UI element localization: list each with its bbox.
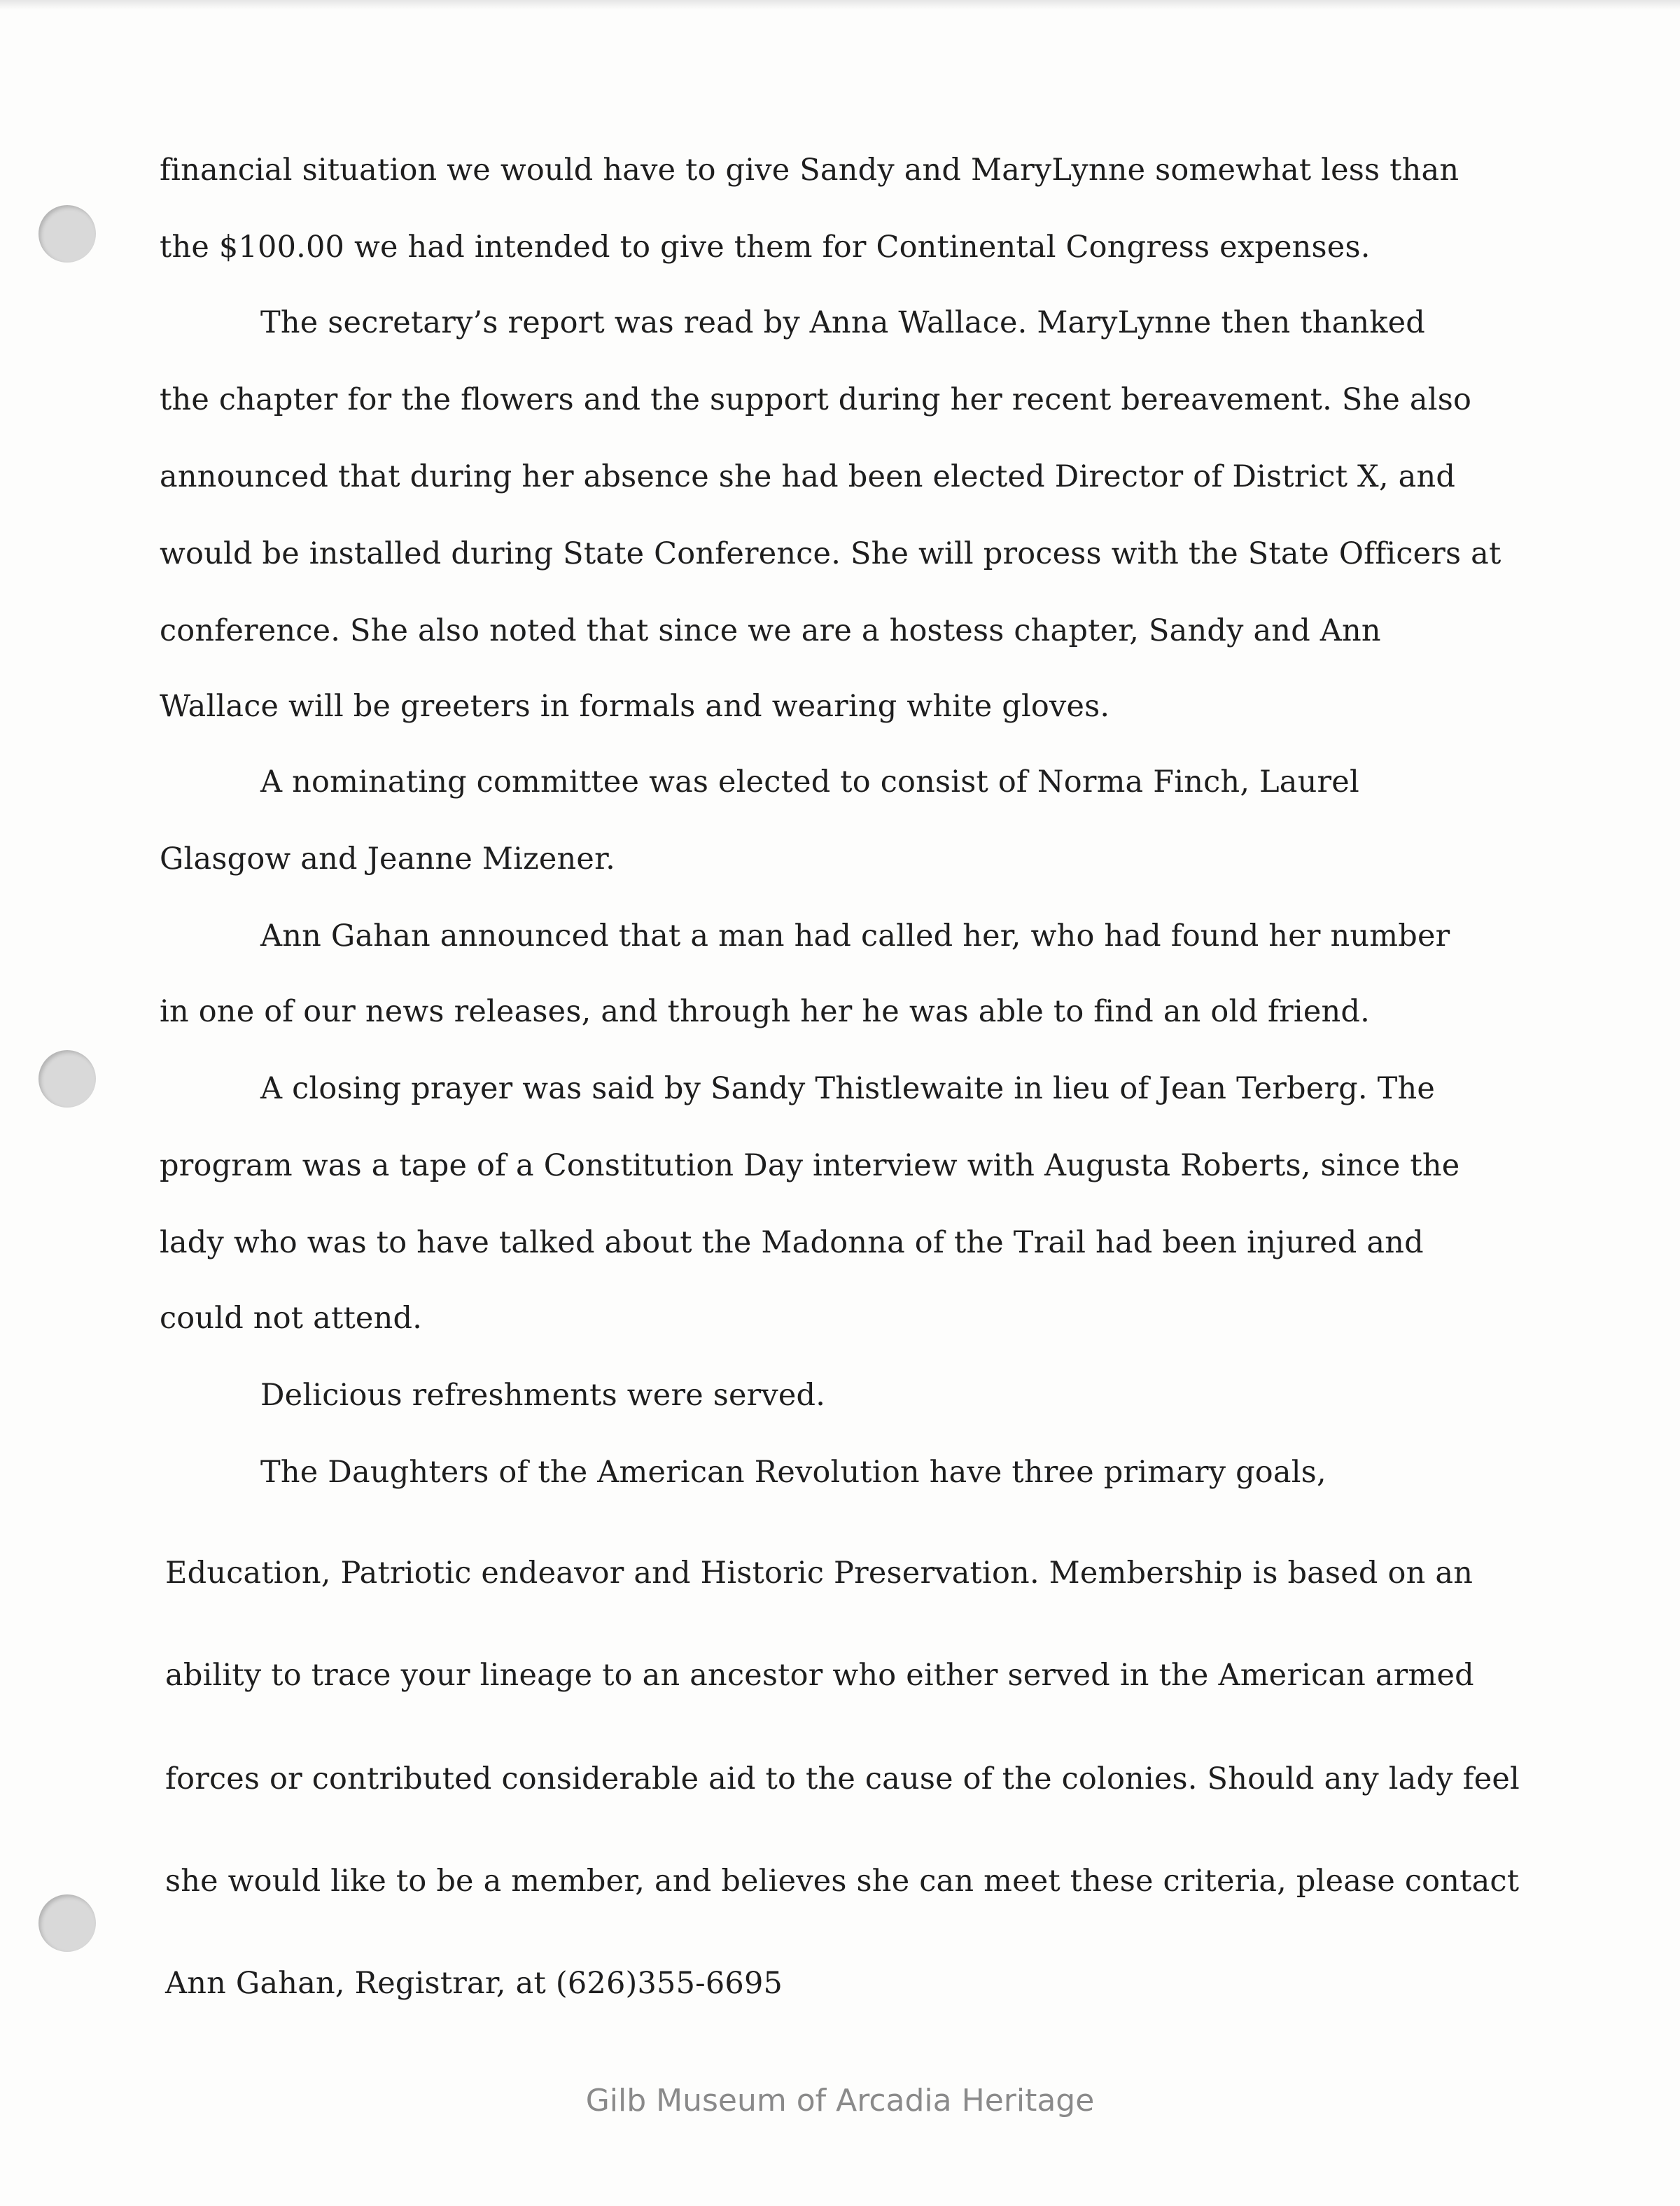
text-line: financial situation we would have to give Sandy and MaryLynne somewhat less than xyxy=(160,153,1460,188)
punch-hole xyxy=(38,1050,96,1108)
text-line: in one of our news releases, and through her he was able to find an old friend. xyxy=(160,994,1371,1029)
text-line: ability to trace your lineage to an ancestor who either served in the American armed xyxy=(165,1658,1474,1693)
text-line: the chapter for the flowers and the support during her recent bereavement. She also xyxy=(160,382,1472,417)
text-line: she would like to be a member, and believes she can meet these criteria, please contact xyxy=(165,1864,1520,1899)
text-line: conference. She also noted that since we are a hostess chapter, Sandy and Ann xyxy=(160,613,1381,648)
text-line: lady who was to have talked about the Madonna of the Trail had been injured and xyxy=(160,1225,1424,1260)
text-line: Delicious refreshments were served. xyxy=(260,1378,826,1413)
museum-credit-watermark: Gilb Museum of Arcadia Heritage xyxy=(585,2083,1095,2118)
page-top-edge xyxy=(0,0,1680,10)
punch-hole xyxy=(38,205,96,263)
text-line: announced that during her absence she had been elected Director of District X, and xyxy=(160,459,1456,494)
text-line: the $100.00 we had intended to give them for Continental Congress expenses. xyxy=(160,230,1371,265)
text-line: Ann Gahan, Registrar, at (626)355-6695 xyxy=(165,1966,783,2001)
text-line: program was a tape of a Constitution Day interview with Augusta Roberts, since the xyxy=(160,1148,1460,1183)
text-line: forces or contributed considerable aid to the cause of the colonies. Should any lady feel xyxy=(165,1761,1520,1796)
text-line: A closing prayer was said by Sandy Thistlewaite in lieu of Jean Terberg. The xyxy=(260,1071,1436,1106)
text-line: Glasgow and Jeanne Mizener. xyxy=(160,842,615,877)
text-line: would be installed during State Conference. She will process with the State Officers at xyxy=(160,536,1502,571)
punch-hole xyxy=(38,1894,96,1952)
text-line: The secretary’s report was read by Anna Wallace. MaryLynne then thanked xyxy=(260,305,1425,340)
text-line: Ann Gahan announced that a man had called her, who had found her number xyxy=(260,919,1450,954)
text-line: Education, Patriotic endeavor and Historic Preservation. Membership is based on an xyxy=(165,1556,1474,1591)
text-line: Wallace will be greeters in formals and wearing white gloves. xyxy=(160,689,1110,724)
text-line: A nominating committee was elected to consist of Norma Finch, Laurel xyxy=(260,765,1359,800)
text-line: The Daughters of the American Revolution have three primary goals, xyxy=(260,1455,1326,1490)
text-line: could not attend. xyxy=(160,1301,423,1336)
